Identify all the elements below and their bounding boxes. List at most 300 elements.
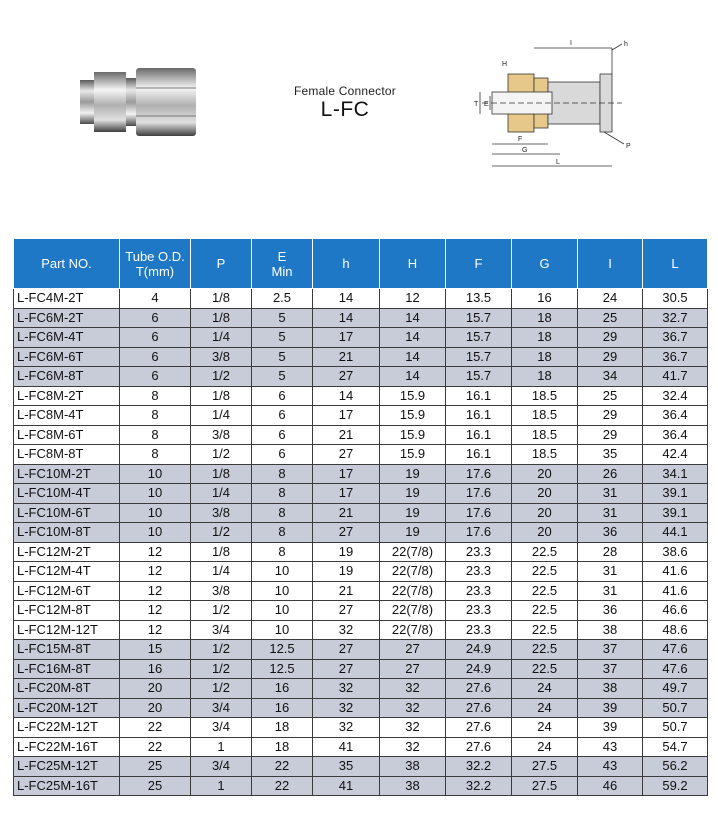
table-cell: 17.6 [446,464,512,484]
part-number-cell: L-FC20M-8T [14,679,120,699]
part-number-cell: L-FC8M-8T [14,445,120,465]
table-cell: 43 [578,737,643,757]
table-cell: 22(7/8) [380,542,446,562]
table-cell: 10 [252,620,313,640]
table-cell: 25 [578,386,643,406]
table-cell: 39.1 [643,484,708,504]
table-cell: 23.3 [446,581,512,601]
table-cell: 15.9 [380,445,446,465]
product-title-block [260,84,430,122]
column-header [380,239,446,289]
table-body [14,289,708,796]
table-cell: 10 [252,601,313,621]
table-cell: 17 [313,328,380,348]
table-cell: 47.6 [643,640,708,660]
table-cell: 42.4 [643,445,708,465]
table-cell: 14 [380,347,446,367]
product-header [0,0,718,215]
table-cell: 20 [512,464,578,484]
table-cell: 27 [313,367,380,387]
table-cell: 16.1 [446,406,512,426]
table-cell: 19 [380,503,446,523]
table-cell: 48.6 [643,620,708,640]
table-cell: 25 [578,308,643,328]
table-cell: 38 [578,620,643,640]
table-cell: 29 [578,425,643,445]
table-cell: 15.7 [446,328,512,348]
table-cell: 2.5 [252,289,313,309]
table-cell: 19 [313,562,380,582]
table-cell: 31 [578,503,643,523]
table-cell: 18 [512,367,578,387]
table-row [14,601,708,621]
table-cell: 18 [512,308,578,328]
table-row [14,679,708,699]
part-number-cell: L-FC4M-2T [14,289,120,309]
table-cell: 27.6 [446,698,512,718]
table-cell: 23.3 [446,562,512,582]
table-cell: 38 [380,757,446,777]
table-cell: 19 [380,484,446,504]
table-cell: 37 [578,659,643,679]
table-cell: 46.6 [643,601,708,621]
table-cell: 27.5 [512,776,578,796]
table-cell: 41.6 [643,562,708,582]
table-cell: 35 [578,445,643,465]
table-cell: 6 [120,367,191,387]
table-cell: 15.9 [380,406,446,426]
table-cell: 14 [380,308,446,328]
table-cell: 3/8 [191,581,252,601]
table-cell: 17.6 [446,484,512,504]
table-cell: 39 [578,698,643,718]
table-cell: 15.7 [446,367,512,387]
table-cell: 1/8 [191,386,252,406]
part-number-cell: L-FC20M-12T [14,698,120,718]
table-cell: 17 [313,464,380,484]
table-cell: 27 [380,640,446,660]
table-cell: 22(7/8) [380,601,446,621]
table-header-row [14,239,708,289]
table-cell: 22.5 [512,542,578,562]
table-cell: 8 [252,484,313,504]
table-row [14,581,708,601]
table-cell: 1/2 [191,601,252,621]
table-cell: 6 [252,445,313,465]
part-number-cell: L-FC6M-6T [14,347,120,367]
part-number-cell: L-FC8M-4T [14,406,120,426]
drawing-label-F: F [518,136,523,143]
table-cell: 36.7 [643,347,708,367]
table-cell: 1/4 [191,484,252,504]
part-number-cell: L-FC25M-16T [14,776,120,796]
table-cell: 5 [252,328,313,348]
table-cell: 10 [120,503,191,523]
table-cell: 15.9 [380,386,446,406]
table-cell: 23.3 [446,620,512,640]
table-cell: 1/4 [191,328,252,348]
table-cell: 22(7/8) [380,562,446,582]
table-cell: 36.4 [643,425,708,445]
table-cell: 24 [512,698,578,718]
drawing-label-P: P [626,143,631,150]
table-cell: 22(7/8) [380,581,446,601]
table-cell: 31 [578,562,643,582]
table-cell: 27 [313,523,380,543]
table-cell: 1/2 [191,679,252,699]
product-code: L-FC [320,98,370,121]
column-header [191,239,252,289]
table-cell: 8 [120,406,191,426]
table-cell: 14 [313,308,380,328]
table-cell: 22.5 [512,581,578,601]
table-cell: 1/8 [191,464,252,484]
table-cell: 19 [380,464,446,484]
table-cell: 6 [120,328,191,348]
table-cell: 44.1 [643,523,708,543]
drawing-label-h: h [624,41,628,48]
table-cell: 6 [252,406,313,426]
column-header-line: T(mm) [135,263,175,279]
table-cell: 49.7 [643,679,708,699]
table-cell: 25 [120,757,191,777]
table-cell: 1/4 [191,406,252,426]
table-cell: 22 [252,757,313,777]
table-cell: 1 [191,737,252,757]
table-cell: 18.5 [512,406,578,426]
table-cell: 1/2 [191,523,252,543]
table-cell: 1/2 [191,659,252,679]
table-cell: 22 [252,776,313,796]
table-row [14,484,708,504]
table-cell: 14 [313,289,380,309]
part-number-cell: L-FC8M-6T [14,425,120,445]
table-cell: 14 [313,386,380,406]
table-cell: 3/4 [191,620,252,640]
table-cell: 34 [578,367,643,387]
table-cell: 19 [313,542,380,562]
table-row [14,425,708,445]
table-cell: 8 [252,503,313,523]
table-cell: 1/8 [191,308,252,328]
table-cell: 27.6 [446,737,512,757]
product-subtitle: Female Connector [294,84,396,98]
table-cell: 22.5 [512,620,578,640]
part-number-cell: L-FC15M-8T [14,640,120,660]
table-cell: 21 [313,503,380,523]
table-cell: 10 [252,581,313,601]
table-cell: 18.5 [512,445,578,465]
table-cell: 3/4 [191,718,252,738]
table-cell: 24 [512,679,578,699]
table-cell: 24 [512,718,578,738]
table-cell: 1 [191,776,252,796]
table-cell: 12 [120,562,191,582]
table-cell: 38 [578,679,643,699]
table-cell: 16 [120,659,191,679]
table-row [14,289,708,309]
table-cell: 21 [313,581,380,601]
table-cell: 36.4 [643,406,708,426]
table-cell: 16.1 [446,425,512,445]
table-cell: 22.5 [512,562,578,582]
table-cell: 3/8 [191,347,252,367]
table-cell: 50.7 [643,718,708,738]
part-number-cell: L-FC10M-6T [14,503,120,523]
product-photo [78,62,198,140]
column-header [252,239,313,289]
table-cell: 1/8 [191,542,252,562]
table-cell: 31 [578,484,643,504]
table-cell: 32 [380,698,446,718]
table-cell: 15.7 [446,308,512,328]
table-cell: 54.7 [643,737,708,757]
table-cell: 29 [578,347,643,367]
drawing-label-I: I [570,40,572,47]
table-row [14,347,708,367]
part-number-cell: L-FC12M-8T [14,601,120,621]
column-header-line: G [539,256,550,271]
table-cell: 12 [120,542,191,562]
spec-table [13,238,708,796]
table-cell: 15 [120,640,191,660]
column-header [120,239,191,289]
table-cell: 43 [578,757,643,777]
table-cell: 21 [313,347,380,367]
table-cell: 8 [252,542,313,562]
table-row [14,562,708,582]
table-cell: 20 [512,523,578,543]
column-header-line: F [474,256,483,271]
table-cell: 24.9 [446,640,512,660]
table-cell: 20 [512,503,578,523]
table-cell: 18.5 [512,386,578,406]
table-cell: 16 [512,289,578,309]
table-cell: 32 [380,737,446,757]
table-cell: 12.5 [252,640,313,660]
table-cell: 32 [313,620,380,640]
table-cell: 10 [120,523,191,543]
table-cell: 16 [252,679,313,699]
table-row [14,308,708,328]
table-cell: 38.6 [643,542,708,562]
table-cell: 12 [120,581,191,601]
part-number-cell: L-FC10M-8T [14,523,120,543]
table-cell: 22 [120,737,191,757]
table-cell: 17.6 [446,503,512,523]
drawing-label-T: T [474,101,479,108]
table-row [14,776,708,796]
table-cell: 5 [252,367,313,387]
table-cell: 8 [120,425,191,445]
table-cell: 3/4 [191,698,252,718]
table-cell: 1/4 [191,562,252,582]
table-row [14,620,708,640]
table-cell: 39 [578,718,643,738]
table-cell: 1/2 [191,367,252,387]
table-cell: 32 [313,718,380,738]
table-row [14,406,708,426]
part-number-cell: L-FC12M-4T [14,562,120,582]
table-cell: 21 [313,425,380,445]
table-cell: 32 [380,679,446,699]
table-cell: 24.9 [446,659,512,679]
table-cell: 39.1 [643,503,708,523]
table-cell: 32.2 [446,776,512,796]
table-cell: 32 [313,679,380,699]
table-row [14,445,708,465]
table-cell: 10 [120,484,191,504]
table-row [14,757,708,777]
table-cell: 10 [120,464,191,484]
table-cell: 1/8 [191,289,252,309]
column-header-line: L [671,256,679,271]
table-cell: 29 [578,406,643,426]
table-cell: 17 [313,484,380,504]
table-cell: 6 [120,308,191,328]
table-cell: 18 [512,328,578,348]
column-header [446,239,512,289]
column-header-line: Min [271,263,293,279]
table-row [14,659,708,679]
table-cell: 13.5 [446,289,512,309]
table-cell: 27.5 [512,757,578,777]
table-row [14,542,708,562]
column-header-line: Tube O.D. [125,248,185,264]
table-cell: 50.7 [643,698,708,718]
part-number-cell: L-FC16M-8T [14,659,120,679]
table-cell: 22.5 [512,601,578,621]
table-cell: 14 [380,328,446,348]
table-cell: 36.7 [643,328,708,348]
table-cell: 22 [120,718,191,738]
table-cell: 24 [512,737,578,757]
table-cell: 8 [120,445,191,465]
table-cell: 27.6 [446,679,512,699]
table-cell: 18 [252,737,313,757]
table-cell: 23.3 [446,601,512,621]
table-cell: 32 [313,698,380,718]
table-cell: 32 [380,718,446,738]
table-row [14,503,708,523]
table-cell: 4 [120,289,191,309]
table-cell: 8 [252,523,313,543]
table-cell: 41.6 [643,581,708,601]
table-cell: 27 [313,601,380,621]
column-header-line: h [342,256,350,271]
table-cell: 59.2 [643,776,708,796]
column-header-line: Part NO. [41,256,92,271]
table-cell: 47.6 [643,659,708,679]
table-cell: 25 [120,776,191,796]
table-cell: 24 [578,289,643,309]
drawing-label-H: H [502,61,508,68]
part-number-cell: L-FC6M-4T [14,328,120,348]
table-cell: 38 [380,776,446,796]
column-header [512,239,578,289]
table-cell: 20 [120,679,191,699]
table-row [14,737,708,757]
table-cell: 32.2 [446,757,512,777]
table-cell: 16 [252,698,313,718]
table-cell: 27.6 [446,718,512,738]
table-cell: 35 [313,757,380,777]
part-number-cell: L-FC12M-12T [14,620,120,640]
table-cell: 27 [380,659,446,679]
table-cell: 12 [120,620,191,640]
table-cell: 22(7/8) [380,620,446,640]
column-header-line: H [407,256,418,271]
column-header [643,239,708,289]
table-cell: 46 [578,776,643,796]
part-number-cell: L-FC10M-4T [14,484,120,504]
table-cell: 12 [380,289,446,309]
table-cell: 16.1 [446,445,512,465]
table-cell: 3/8 [191,425,252,445]
table-cell: 15.7 [446,347,512,367]
table-cell: 8 [120,386,191,406]
table-cell: 12.5 [252,659,313,679]
table-cell: 32.7 [643,308,708,328]
column-header [313,239,380,289]
table-cell: 5 [252,308,313,328]
table-cell: 31 [578,581,643,601]
part-number-cell: L-FC22M-16T [14,737,120,757]
table-cell: 26 [578,464,643,484]
table-cell: 34.1 [643,464,708,484]
table-row [14,640,708,660]
table-cell: 29 [578,328,643,348]
table-cell: 14 [380,367,446,387]
part-number-cell: L-FC12M-2T [14,542,120,562]
table-cell: 1/2 [191,445,252,465]
table-cell: 15.9 [380,425,446,445]
column-header [14,239,120,289]
table-cell: 12 [120,601,191,621]
table-cell: 37 [578,640,643,660]
table-cell: 10 [252,562,313,582]
table-cell: 8 [252,464,313,484]
drawing-label-E: E [484,101,489,108]
column-header-line: I [608,256,612,271]
table-cell: 22.5 [512,640,578,660]
table-cell: 36 [578,601,643,621]
table-row [14,718,708,738]
table-cell: 6 [252,386,313,406]
drawing-label-L: L [556,159,560,166]
table-cell: 36 [578,523,643,543]
column-header-line: E [277,248,287,264]
column-header-line: P [216,256,226,271]
table-row [14,386,708,406]
table-cell: 18 [512,347,578,367]
part-number-cell: L-FC6M-2T [14,308,120,328]
column-header [578,239,643,289]
technical-drawing [472,36,642,176]
part-number-cell: L-FC12M-6T [14,581,120,601]
table-cell: 19 [380,523,446,543]
table-row [14,328,708,348]
table-cell: 41 [313,737,380,757]
table-cell: 20 [512,484,578,504]
part-number-cell: L-FC6M-8T [14,367,120,387]
table-cell: 22.5 [512,659,578,679]
table-cell: 17 [313,406,380,426]
part-number-cell: L-FC25M-12T [14,757,120,777]
table-cell: 56.2 [643,757,708,777]
drawing-label-G: G [522,147,528,154]
table-cell: 5 [252,347,313,367]
